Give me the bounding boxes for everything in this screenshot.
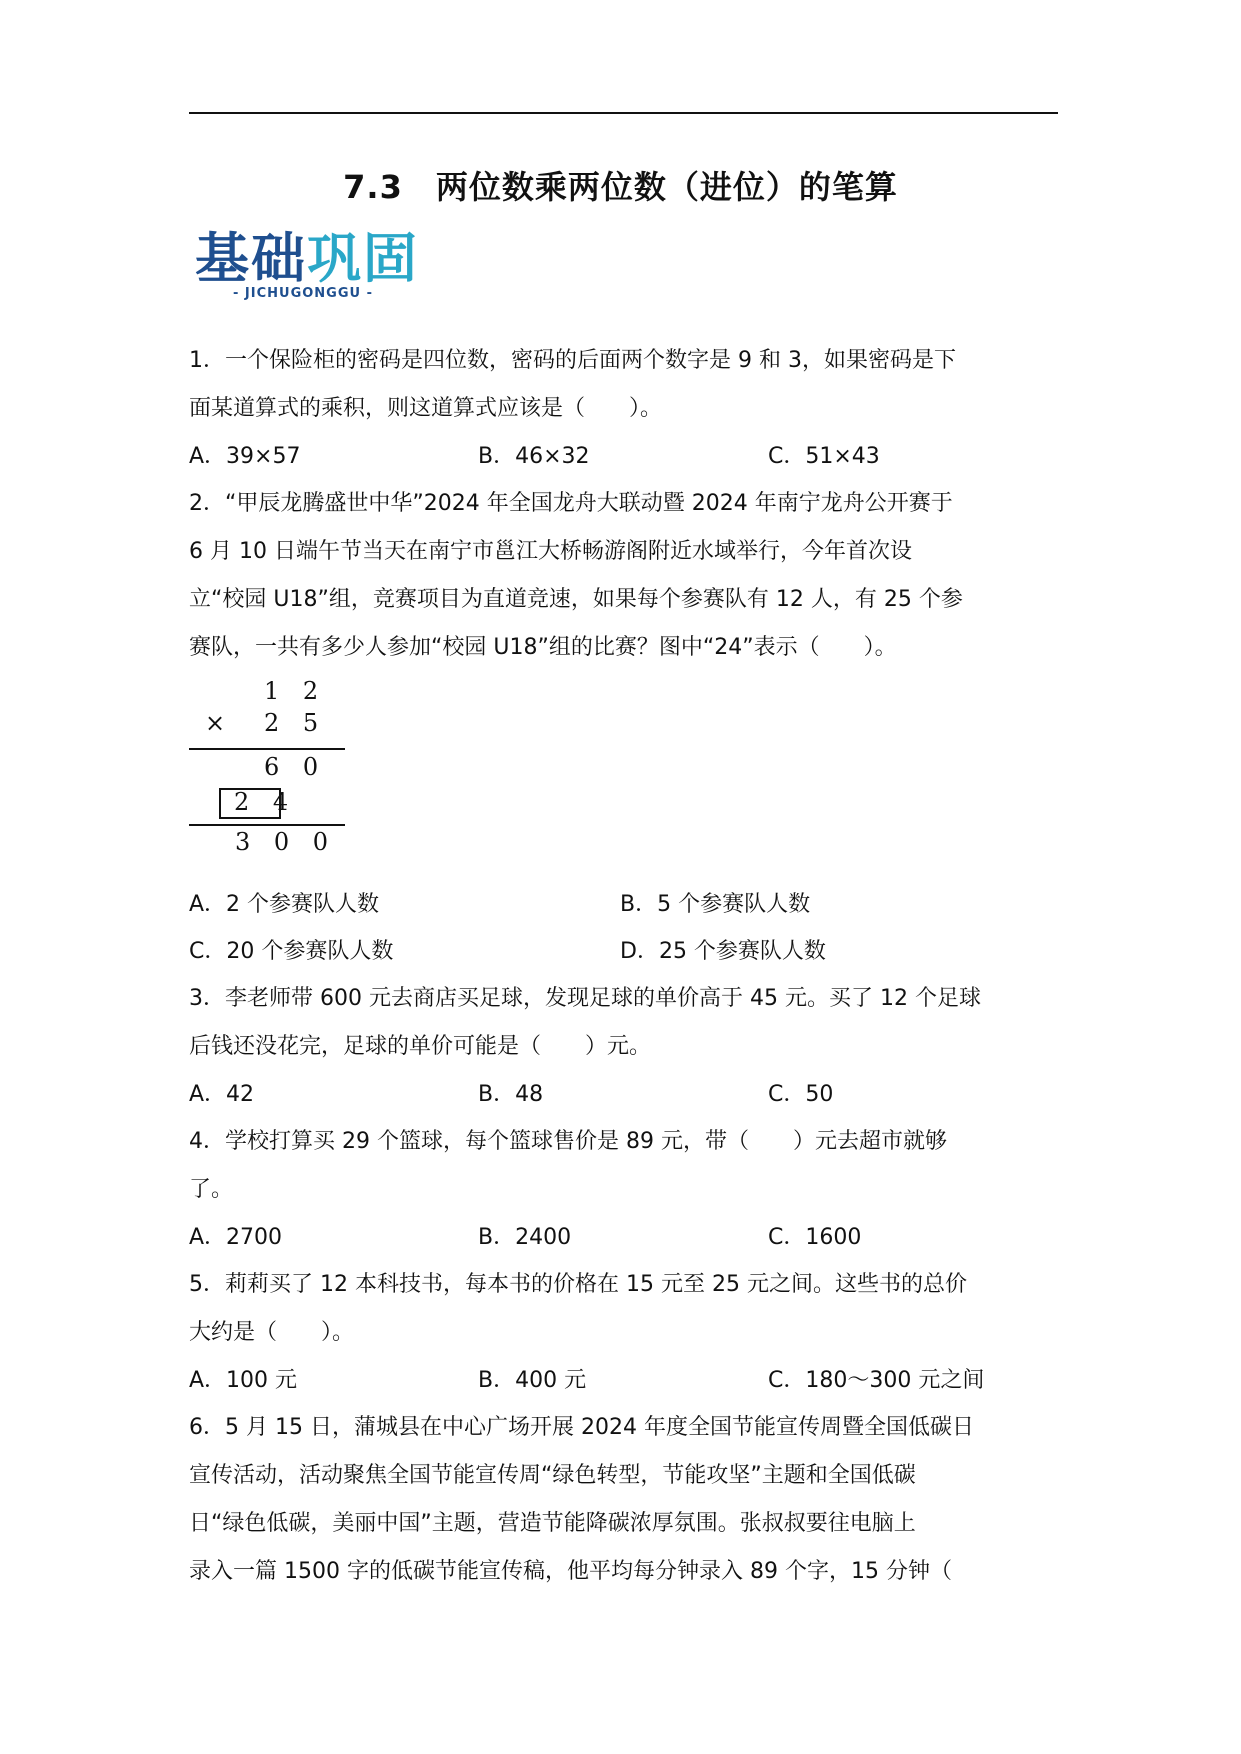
q1-option-b[interactable]: B．46×32 bbox=[478, 444, 590, 469]
calc-multiplier: 2 5 bbox=[264, 709, 327, 737]
q3-option-c[interactable]: C．50 bbox=[768, 1082, 834, 1107]
section-logo bbox=[195, 228, 425, 308]
logo-subtitle: - JICHUGONGGU - bbox=[233, 286, 373, 301]
q6-text-line3: 日“绿色低碳，美丽中国”主题，营造节能降碳浓厚氛围。张叔叔要往电脑上 bbox=[189, 1511, 916, 1536]
q4-option-a[interactable]: A．2700 bbox=[189, 1225, 283, 1250]
page-title: 7.3 两位数乘两位数（进位）的笔算 bbox=[343, 168, 898, 206]
q5-text-line1: 5．莉莉买了 12 本科技书，每本书的价格在 15 元至 25 元之间。这些书的总价 bbox=[189, 1272, 967, 1297]
q2-option-b[interactable]: B．5 个参赛队人数 bbox=[620, 892, 811, 917]
q2-text-line3: 立“校园 U18”组，竞赛项目为直道竞速，如果每个参赛队有 12 人，有 25 个参 bbox=[189, 587, 963, 612]
header-rule bbox=[189, 112, 1058, 114]
q5-option-a[interactable]: A．100 元 bbox=[189, 1368, 298, 1393]
q5-text-line2: 大约是（ ）。 bbox=[189, 1320, 355, 1345]
q6-text-line1: 6．5 月 15 日，蒲城县在中心广场开展 2024 年度全国节能宣传周暨全国低碳日 bbox=[189, 1415, 974, 1440]
calc-product: 3 0 0 bbox=[235, 828, 337, 856]
q2-text-line1: 2．“甲辰龙腾盛世中华”2024 年全国龙舟大联动暨 2024 年南宁龙舟公开赛于 bbox=[189, 491, 953, 516]
q2-text-line2: 6 月 10 日端午节当天在南宁市邕江大桥畅游阁附近水域举行，今年首次设 bbox=[189, 539, 912, 564]
q4-text-line2: 了。 bbox=[189, 1177, 234, 1202]
q3-option-a[interactable]: A．42 bbox=[189, 1082, 255, 1107]
q1-text-line1: 1．一个保险柜的密码是四位数，密码的后面两个数字是 9 和 3，如果密码是下 bbox=[189, 348, 956, 373]
q1-text-line2: 面某道算式的乘积，则这道算式应该是（ ）。 bbox=[189, 396, 663, 421]
calc-partial-2: 2 4 bbox=[234, 788, 297, 816]
q2-text-line4: 赛队，一共有多少人参加“校园 U18”组的比赛？图中“24”表示（ ）。 bbox=[189, 635, 897, 660]
q2-option-d[interactable]: D．25 个参赛队人数 bbox=[620, 939, 826, 964]
calc-partial-1: 6 0 bbox=[264, 753, 327, 781]
calc-multiplicand: 1 2 bbox=[264, 677, 327, 705]
q6-text-line4: 录入一篇 1500 字的低碳节能宣传稿，他平均每分钟录入 89 个字，15 分钟（ bbox=[189, 1559, 952, 1584]
calc-rule-1 bbox=[189, 748, 345, 750]
q1-option-a[interactable]: A．39×57 bbox=[189, 444, 301, 469]
calc-times-sign: × bbox=[205, 709, 234, 737]
q6-text-line2: 宣传活动，活动聚焦全国节能宣传周“绿色转型，节能攻坚”主题和全国低碳 bbox=[189, 1463, 916, 1488]
q4-option-b[interactable]: B．2400 bbox=[478, 1225, 572, 1250]
q4-option-c[interactable]: C．1600 bbox=[768, 1225, 862, 1250]
vertical-multiplication bbox=[189, 675, 349, 865]
q5-option-c[interactable]: C．180～300 元之间 bbox=[768, 1368, 985, 1393]
q3-text-line2: 后钱还没花完，足球的单价可能是（ ）元。 bbox=[189, 1034, 652, 1059]
q5-option-b[interactable]: B．400 元 bbox=[478, 1368, 587, 1393]
q1-option-c[interactable]: C．51×43 bbox=[768, 444, 880, 469]
logo-text: 基础巩固 bbox=[195, 227, 419, 290]
q4-text-line1: 4．学校打算买 29 个篮球，每个篮球售价是 89 元，带（ ）元去超市就够 bbox=[189, 1129, 947, 1154]
q2-option-c[interactable]: C．20 个参赛队人数 bbox=[189, 939, 394, 964]
q3-text-line1: 3．李老师带 600 元去商店买足球，发现足球的单价高于 45 元。买了 12 个足球 bbox=[189, 986, 981, 1011]
calc-rule-2 bbox=[189, 824, 345, 826]
q3-option-b[interactable]: B．48 bbox=[478, 1082, 544, 1107]
q2-option-a[interactable]: A．2 个参赛队人数 bbox=[189, 892, 380, 917]
